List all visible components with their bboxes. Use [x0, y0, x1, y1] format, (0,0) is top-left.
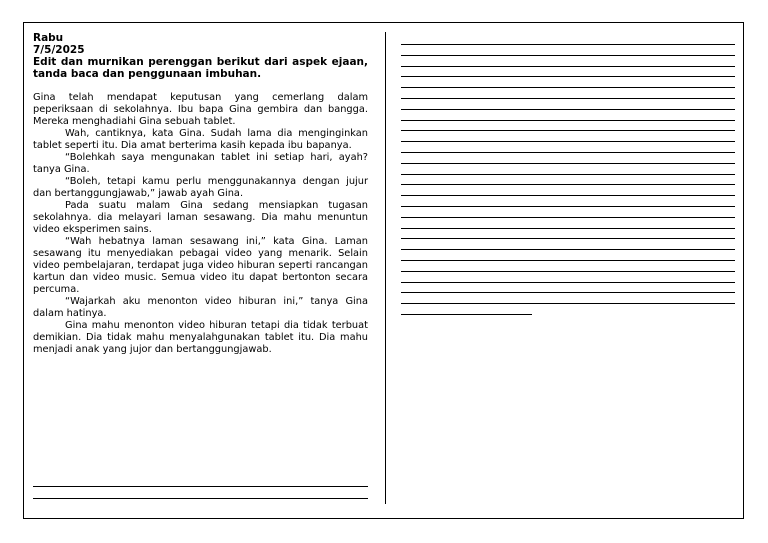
answer-line: [401, 184, 735, 185]
passage-paragraph: “Boleh, tetapi kamu perlu menggunakannya dengan jujur dan bertanggungjawab,” jawab ayah Gina.: [33, 176, 368, 199]
answer-line: [401, 163, 735, 164]
answer-line: [401, 260, 735, 261]
answer-line: [401, 271, 735, 272]
answer-line: [401, 55, 735, 56]
passage-paragraph: “Bolehkah saya mengunakan tablet ini setiap hari, ayah? tanya Gina.: [33, 152, 368, 175]
answer-line: [401, 76, 735, 77]
passage-paragraph: Pada suatu malam Gina sedang mensiapkan tugasan sekolahnya. dia melayari laman sesawang. Dia mahu menuntun video eksperimen sains.: [33, 200, 368, 235]
answer-line: [33, 498, 368, 499]
answer-lines-left: [33, 486, 368, 510]
worksheet: [23, 22, 744, 519]
answer-line: [401, 282, 735, 283]
answer-line: [401, 174, 735, 175]
answer-line: [401, 292, 735, 293]
instruction-text: Edit dan murnikan perenggan berikut dari aspek ejaan, tanda baca dan penggunaan imbuhan.: [33, 56, 368, 80]
answer-line: [401, 238, 735, 239]
answer-line: [401, 98, 735, 99]
answer-line: [401, 130, 735, 131]
answer-line: [401, 303, 735, 304]
answer-line: [401, 141, 735, 142]
left-column: [33, 32, 368, 356]
passage-paragraph: Wah, cantiknya, kata Gina. Sudah lama dia menginginkan tablet seperti itu. Dia amat berterima kasih kepada ibu bapanya.: [33, 128, 368, 151]
answer-line: [401, 66, 735, 67]
answer-line: [401, 120, 735, 121]
answer-line: [401, 109, 735, 110]
passage-paragraph: “Wajarkah aku menonton video hiburan ini,” tanya Gina dalam hatinya.: [33, 296, 368, 319]
answer-line: [401, 249, 735, 250]
answer-line: [401, 217, 735, 218]
answer-line: [401, 152, 735, 153]
answer-line: [401, 228, 735, 229]
passage-paragraph: Gina telah mendapat keputusan yang cemerlang dalam peperiksaan di sekolahnya. Ibu bapa Gina gembira dan bangga. Mereka menghadiahi Gina sebuah tablet.: [33, 92, 368, 127]
answer-lines-right: [401, 44, 735, 325]
answer-line-short: [401, 314, 532, 315]
date-label: 7/5/2025: [33, 44, 85, 56]
passage: [33, 92, 368, 356]
answer-line: [33, 486, 368, 487]
passage-paragraph: “Wah hebatnya laman sesawang ini,” kata Gina. Laman sesawang itu menyediakan pebagai video yang menarik. Selain video pembelajaran, terdapat juga video hiburan seperti rancangan kartun dan video music. Semua video itu dapat bertonton secara percuma.: [33, 236, 368, 295]
answer-line: [401, 195, 735, 196]
day-label: Rabu: [33, 32, 64, 44]
passage-paragraph: Gina mahu menonton video hiburan tetapi dia tidak terbuat demikian. Dia tidak mahu menyalahgunakan tablet itu. Dia mahu menjadi anak yang jujor dan bertanggungjawab.: [33, 320, 368, 355]
answer-line: [401, 87, 735, 88]
column-divider: [385, 32, 386, 504]
answer-line: [401, 206, 735, 207]
answer-line: [401, 44, 735, 45]
